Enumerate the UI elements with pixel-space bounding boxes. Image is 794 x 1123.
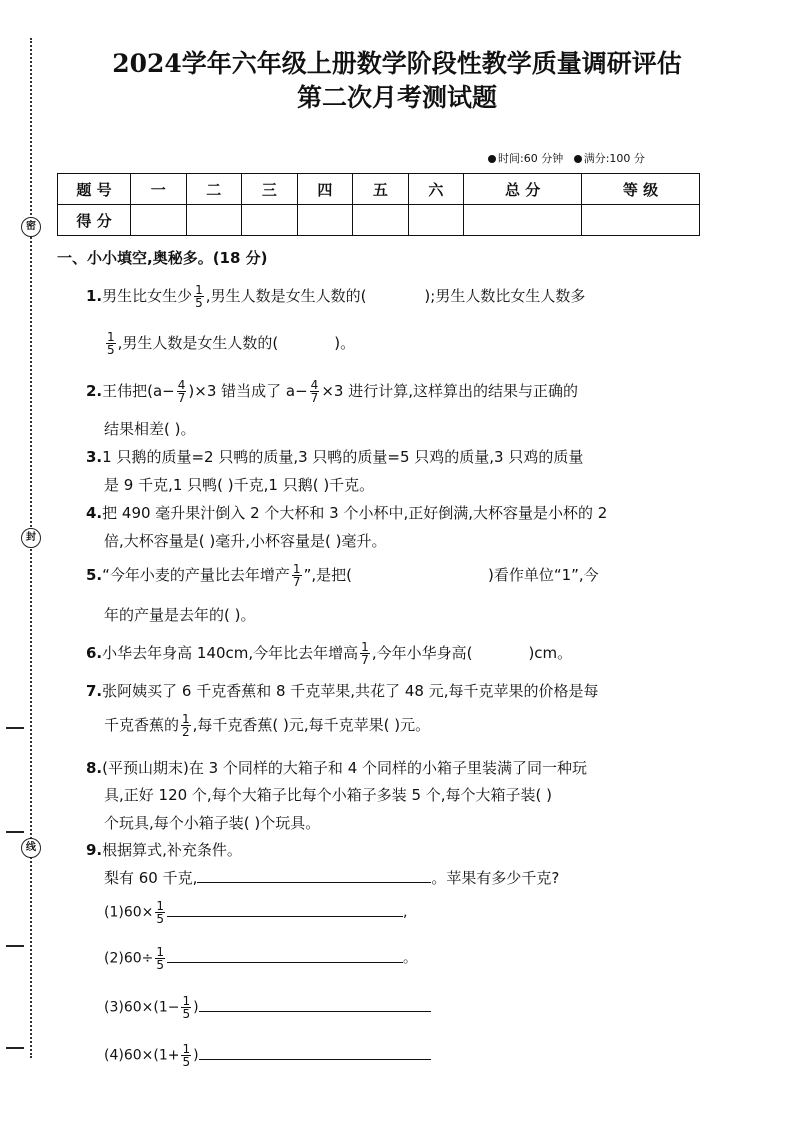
question-9-prompt <box>104 867 559 888</box>
item-close: ) <box>193 1047 199 1064</box>
denominator: 7 <box>177 391 186 405</box>
score-input-cell[interactable] <box>242 205 298 236</box>
clock-icon <box>488 155 496 163</box>
table-cell: 六 <box>408 174 464 205</box>
margin-tick <box>6 727 24 729</box>
table-cell: 总 分 <box>464 174 582 205</box>
question-8-line2: 具,正好 120 个,每个大箱子比每个小箱子多装 5 个,每个大箱子装( ) <box>104 786 553 804</box>
question-number: 4. <box>86 504 103 522</box>
question-text: ,男生人数是女生人数的( <box>117 334 279 352</box>
question-3-line2: 是 9 千克,1 只鸭( )千克,1 只鹅( )千克。 <box>104 476 375 494</box>
question-text: 张阿姨买了 6 千克香蕉和 8 千克苹果,共花了 48 元,每千克苹果的价格是每 <box>102 682 599 700</box>
question-1 <box>86 284 585 309</box>
question-4 <box>86 502 607 523</box>
question-3 <box>86 446 583 467</box>
denominator: 5 <box>195 296 203 310</box>
full-score: 满分:100 分 <box>583 152 645 165</box>
fraction <box>155 900 165 925</box>
fraction <box>106 331 116 356</box>
table-cell: 题 号 <box>58 174 131 205</box>
question-text: ,男生人数是女生人数的( <box>205 287 367 305</box>
answer-line[interactable] <box>199 997 431 1012</box>
question-text: )cm。 <box>528 644 573 662</box>
denominator: 7 <box>310 391 319 405</box>
denominator: 5 <box>182 1007 191 1021</box>
numerator: 1 <box>182 1042 191 1056</box>
question-8-line3: 个玩具,每个小箱子装( )个玩具。 <box>104 814 321 832</box>
margin-tick <box>6 1047 24 1049</box>
q9-item-3 <box>104 995 431 1020</box>
question-5 <box>86 563 599 588</box>
item-close: ) <box>193 999 199 1016</box>
question-text: ”,是把( <box>303 566 352 584</box>
numerator: 1 <box>156 945 165 959</box>
answer-line[interactable] <box>199 1045 431 1060</box>
question-9 <box>86 839 242 860</box>
numerator: 1 <box>107 330 115 344</box>
numerator: 1 <box>292 562 301 576</box>
item-label: (3)60×(1− <box>104 999 180 1016</box>
question-8 <box>86 757 587 778</box>
fraction <box>155 946 165 971</box>
denominator: 2 <box>182 725 190 739</box>
question-7 <box>86 680 598 701</box>
question-number: 1. <box>86 287 103 305</box>
table-cell: 二 <box>186 174 242 205</box>
question-text: (平预山期末)在 3 个同样的大箱子和 4 个同样的小箱子里装满了同一种玩 <box>102 759 588 777</box>
question-number: 8. <box>86 759 103 777</box>
denominator: 7 <box>292 575 301 589</box>
q9-item-1 <box>104 900 407 925</box>
item-label: (1)60× <box>104 904 154 921</box>
question-text: ,今年小华身高( <box>371 644 473 662</box>
question-2-line2: 结果相差( )。 <box>104 420 196 438</box>
fraction <box>292 563 302 588</box>
question-4-line2: 倍,大杯容量是( )毫升,小杯容量是( )毫升。 <box>104 532 387 550</box>
question-text: 小华去年身高 140cm,今年比去年增高 <box>102 644 359 662</box>
question-number: 3. <box>86 448 103 466</box>
item-label: (2)60÷ <box>104 950 154 967</box>
question-text: 千克香蕉的 <box>104 716 180 734</box>
numerator: 1 <box>195 283 203 297</box>
question-text: “今年小麦的产量比去年增产 <box>102 566 290 584</box>
table-row <box>58 174 700 205</box>
table-cell: 三 <box>242 174 298 205</box>
question-text: )看作单位“1”,今 <box>487 566 599 584</box>
question-text: 梨有 60 千克, <box>104 869 198 887</box>
answer-line[interactable] <box>197 868 431 883</box>
question-text: ,每千克香蕉( )元,每千克苹果( )元。 <box>192 716 431 734</box>
fraction <box>194 284 204 309</box>
page-subtitle: 第二次月考测试题 <box>296 83 497 112</box>
question-number: 9. <box>86 841 103 859</box>
binding-mark-feng: 封 <box>21 528 41 548</box>
denominator: 5 <box>182 1055 191 1069</box>
question-text: )×3 错当成了 a− <box>188 382 308 400</box>
question-text: 。苹果有多少千克? <box>431 869 560 887</box>
answer-line[interactable] <box>167 902 403 917</box>
margin-tick <box>6 831 24 833</box>
denominator: 5 <box>156 912 165 926</box>
question-7-line2 <box>104 713 430 738</box>
table-cell: 四 <box>297 174 353 205</box>
binding-mark-xian: 线 <box>21 838 41 858</box>
question-text: 男生比女生少 <box>102 287 193 305</box>
fraction <box>360 641 370 666</box>
question-6 <box>86 641 572 666</box>
section-title: 一、小小填空,奥秘多。(18 分) <box>57 249 268 267</box>
binding-mark-mi: 密 <box>21 217 41 237</box>
binding-line <box>30 38 32 1058</box>
denominator: 7 <box>361 653 369 667</box>
fraction <box>181 995 191 1020</box>
time-limit: 时间:60 分钟 <box>498 152 564 165</box>
score-input-cell[interactable] <box>131 205 187 236</box>
fraction <box>181 713 191 738</box>
numerator: 4 <box>310 378 319 392</box>
table-cell: 五 <box>353 174 409 205</box>
numerator: 1 <box>182 712 190 726</box>
table-row <box>58 205 700 236</box>
question-text: ×3 进行计算,这样算出的结果与正确的 <box>321 382 578 400</box>
item-end: , <box>403 904 408 921</box>
question-text: 1 只鹅的质量=2 只鸭的质量,3 只鸭的质量=5 只鸡的质量,3 只鸡的质量 <box>102 448 584 466</box>
table-cell: 得 分 <box>58 205 131 236</box>
item-end: 。 <box>403 950 418 967</box>
question-text: );男生人数比女生人数多 <box>424 287 586 305</box>
question-text: 根据算式,补充条件。 <box>102 841 242 859</box>
table-cell: 一 <box>131 174 187 205</box>
question-number: 7. <box>86 682 103 700</box>
question-text: 把 490 毫升果汁倒入 2 个大杯和 3 个小杯中,正好倒满,大杯容量是小杯的 2 <box>102 504 608 522</box>
item-label: (4)60×(1+ <box>104 1047 180 1064</box>
margin-tick <box>6 945 24 947</box>
numerator: 1 <box>156 899 165 913</box>
question-number: 2. <box>86 382 103 400</box>
fraction <box>310 379 320 404</box>
numerator: 1 <box>182 994 191 1008</box>
question-text: )。 <box>334 334 356 352</box>
score-input-cell[interactable] <box>408 205 464 236</box>
q9-item-2 <box>104 946 417 971</box>
question-2 <box>86 379 578 404</box>
question-number: 5. <box>86 566 103 584</box>
numerator: 4 <box>177 378 186 392</box>
q9-item-4 <box>104 1043 431 1068</box>
score-table <box>57 173 700 236</box>
denominator: 5 <box>107 343 115 357</box>
fraction <box>177 379 187 404</box>
score-input-cell[interactable] <box>186 205 242 236</box>
question-1-line2 <box>104 331 355 356</box>
check-circle-icon <box>574 155 582 163</box>
denominator: 5 <box>156 958 165 972</box>
score-input-cell[interactable] <box>582 205 700 236</box>
question-number: 6. <box>86 644 103 662</box>
question-text: 王伟把(a− <box>102 382 175 400</box>
question-5-line2: 年的产量是去年的( )。 <box>104 606 256 624</box>
score-input-cell[interactable] <box>464 205 582 236</box>
table-cell: 等 级 <box>582 174 700 205</box>
exam-meta <box>488 150 645 166</box>
answer-line[interactable] <box>167 948 403 963</box>
score-input-cell[interactable] <box>353 205 409 236</box>
page-title: 2024学年六年级上册数学阶段性教学质量调研评估 <box>112 49 682 78</box>
numerator: 1 <box>361 640 369 654</box>
fraction <box>181 1043 191 1068</box>
score-input-cell[interactable] <box>297 205 353 236</box>
